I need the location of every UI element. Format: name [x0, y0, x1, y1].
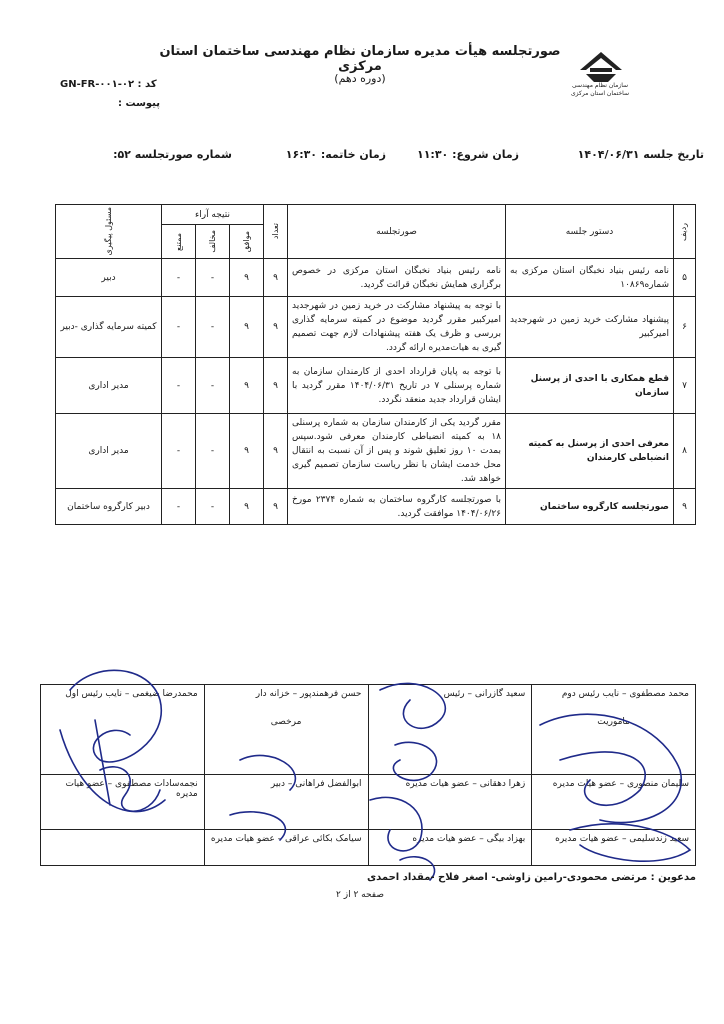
signature-cell	[204, 774, 368, 829]
agree-cell: ۹	[230, 489, 264, 525]
header-votes: نتیجه آراء	[162, 205, 264, 225]
agree-cell: ۹	[230, 259, 264, 297]
signer-name: نجمه‌سادات مصطفوی – عضو هیات مدیره	[65, 778, 198, 799]
disagree-cell: -	[196, 259, 230, 297]
absence-note: مرخصی	[270, 717, 302, 727]
abstain-cell: -	[162, 489, 196, 525]
responsible-cell: مدیر اداری	[56, 358, 162, 414]
signer-name: حسن فرهمندپور – خزانه دار	[255, 689, 362, 699]
count-cell: ۹	[264, 358, 288, 414]
abstain-cell: -	[162, 414, 196, 489]
row-number-cell: ۹	[674, 489, 696, 525]
start-time: زمان شروع: ۱۱:۳۰	[417, 148, 519, 161]
abstain-cell: -	[162, 358, 196, 414]
disagree-cell: -	[196, 297, 230, 358]
header-minutes: صورتجلسه	[288, 205, 506, 259]
row-number-cell: ۶	[674, 297, 696, 358]
abstain-cell: -	[162, 297, 196, 358]
table-row	[56, 297, 696, 358]
agenda-cell: نامه رئیس بنیاد نخبگان استان مرکزی به شماره۱۰۸۶۹	[506, 259, 674, 297]
count-cell: ۹	[264, 297, 288, 358]
logo-caption: سازمان نظام مهندسی ساختمان استان مرکزی	[570, 82, 630, 97]
signature-cell	[41, 829, 205, 865]
table-row	[56, 259, 696, 297]
signature-cell	[368, 774, 532, 829]
signature-cell	[204, 685, 368, 775]
end-time: زمان خاتمه: ۱۶:۳۰	[285, 148, 386, 161]
signature-cell	[41, 774, 205, 829]
agenda-cell: صورتجلسه کارگروه ساختمان	[506, 489, 674, 525]
count-cell: ۹	[264, 259, 288, 297]
form-code: کد : GN-FR-۰۰۱-۰۲	[60, 79, 157, 90]
minutes-cell: با توجه به پیشنهاد مشارکت در خرید زمین در شهرجدید امیرکبیر مقرر گردید موضوع در کمیته سرمایه گذاری بررسی و ظرف یک هفته پیشنهادات لازم جهت تصمیم گیری به هیات‌مدیره ارائه گردد.	[288, 297, 506, 358]
minutes-cell: با توجه به پایان قرارداد احدی از کارمندان سازمان به شماره پرسنلی ۷ در تاریخ ۱۴۰۴/۰۶/۳۱ مقرر گردید با ایشان قرارداد جدید منعقد نگردد.	[288, 358, 506, 414]
absence-note: ماموریت	[597, 717, 630, 727]
invitees: مدعوین : مرتضی محمودی-رامین زاوشی- اصغر فلاح -مقداد احمدی	[366, 872, 696, 883]
signer-name: زهرا دهقانی – عضو هیات مدیره	[405, 778, 526, 789]
signer-name: سیامک بکائی عراقی – عضو هیات مدیره	[210, 833, 362, 844]
agenda-cell: پیشنهاد مشارکت خرید زمین در شهرجدید امیرکبیر	[506, 297, 674, 358]
minutes-cell: با صورتجلسه کارگروه ساختمان به شماره ۲۳۷۴ مورخ ۱۴۰۴/۰۶/۲۶ موافقت گردید.	[288, 489, 506, 525]
minutes-cell: مقرر گردید یکی از کارمندان سازمان به شماره پرسنلی ۱۸ به کمیته انضباطی کارمندان معرفی شود.سپس بمدت ۱۰ روز تعلیق شوند و پس از آن نسبت به انتقال محل خدمت ایشان با نظر ریاست سازمان تصمیم گیری خواهد شد.	[288, 414, 506, 489]
signature-cell	[368, 685, 532, 775]
header-abstain: ممتنع	[162, 225, 196, 259]
row-number-cell: ۵	[674, 259, 696, 297]
row-number-cell: ۸	[674, 414, 696, 489]
signer-name: ابوالفضل فراهانی – دبیر	[270, 778, 362, 789]
disagree-cell: -	[196, 414, 230, 489]
signer-name: سعید زندسلیمی – عضو هیات مدیره	[555, 833, 689, 844]
signature-cell	[532, 685, 696, 775]
signature-cell	[368, 829, 532, 865]
meeting-date: تاریخ جلسه ۱۴۰۴/۰۶/۳۱	[577, 148, 704, 161]
responsible-cell: مدیر اداری	[56, 414, 162, 489]
signature-cell	[204, 829, 368, 865]
abstain-cell: -	[162, 259, 196, 297]
header-row-number: ردیف	[674, 205, 696, 259]
signature-cell	[532, 829, 696, 865]
responsible-cell: دبیر	[56, 259, 162, 297]
table-row	[56, 414, 696, 489]
responsible-cell: کمیته سرمایه گذاری -دبیر	[56, 297, 162, 358]
responsible-cell: دبیر کارگروه ساختمان	[56, 489, 162, 525]
signer-name: محمد مصطفوی – نایب رئیس دوم	[561, 689, 689, 699]
term-subtitle: (دوره دهم)	[334, 72, 386, 85]
signer-name: بهزاد بیگی – عضو هیات مدیره	[412, 833, 526, 844]
document-title: صورتجلسه هیأت مدیره سازمان نظام مهندسی ساختمان استان مرکزی	[159, 44, 561, 74]
header-count: تعداد	[264, 205, 288, 259]
disagree-cell: -	[196, 358, 230, 414]
row-number-cell: ۷	[674, 358, 696, 414]
header-agree: موافق	[230, 225, 264, 259]
attachment-label: پیوست :	[118, 98, 161, 109]
signer-name: محمدرضا ضیغمی – نایب رئیس اول	[65, 689, 198, 699]
header-agenda: دستور جلسه	[506, 205, 674, 259]
header-responsible: مسئول پیگیری	[56, 205, 162, 259]
header-disagree: مخالف	[196, 225, 230, 259]
minutes-table	[55, 204, 696, 525]
count-cell: ۹	[264, 489, 288, 525]
table-row	[56, 358, 696, 414]
minutes-number: شماره صورتجلسه ۵۲:	[113, 148, 232, 161]
agree-cell: ۹	[230, 297, 264, 358]
signature-cell	[532, 774, 696, 829]
signature-table	[40, 684, 696, 866]
signer-name: سلیمان منصوری – عضو هیات مدیره	[552, 778, 689, 789]
minutes-cell: نامه رئیس بنیاد نخبگان استان مرکزی در خصوص برگزاری همایش نخبگان قرائت گردید.	[288, 259, 506, 297]
agenda-cell: قطع همکاری با احدی از پرسنل سازمان	[506, 358, 674, 414]
signer-name: سعید گازرانی – رئیس	[443, 689, 526, 699]
table-row	[56, 489, 696, 525]
agenda-cell: معرفی احدی از پرسنل به کمیته انضباطی کارمندان	[506, 414, 674, 489]
agree-cell: ۹	[230, 414, 264, 489]
count-cell: ۹	[264, 414, 288, 489]
agree-cell: ۹	[230, 358, 264, 414]
disagree-cell: -	[196, 489, 230, 525]
signature-cell	[41, 685, 205, 775]
page-number: صفحه ۲ از ۲	[336, 890, 384, 900]
